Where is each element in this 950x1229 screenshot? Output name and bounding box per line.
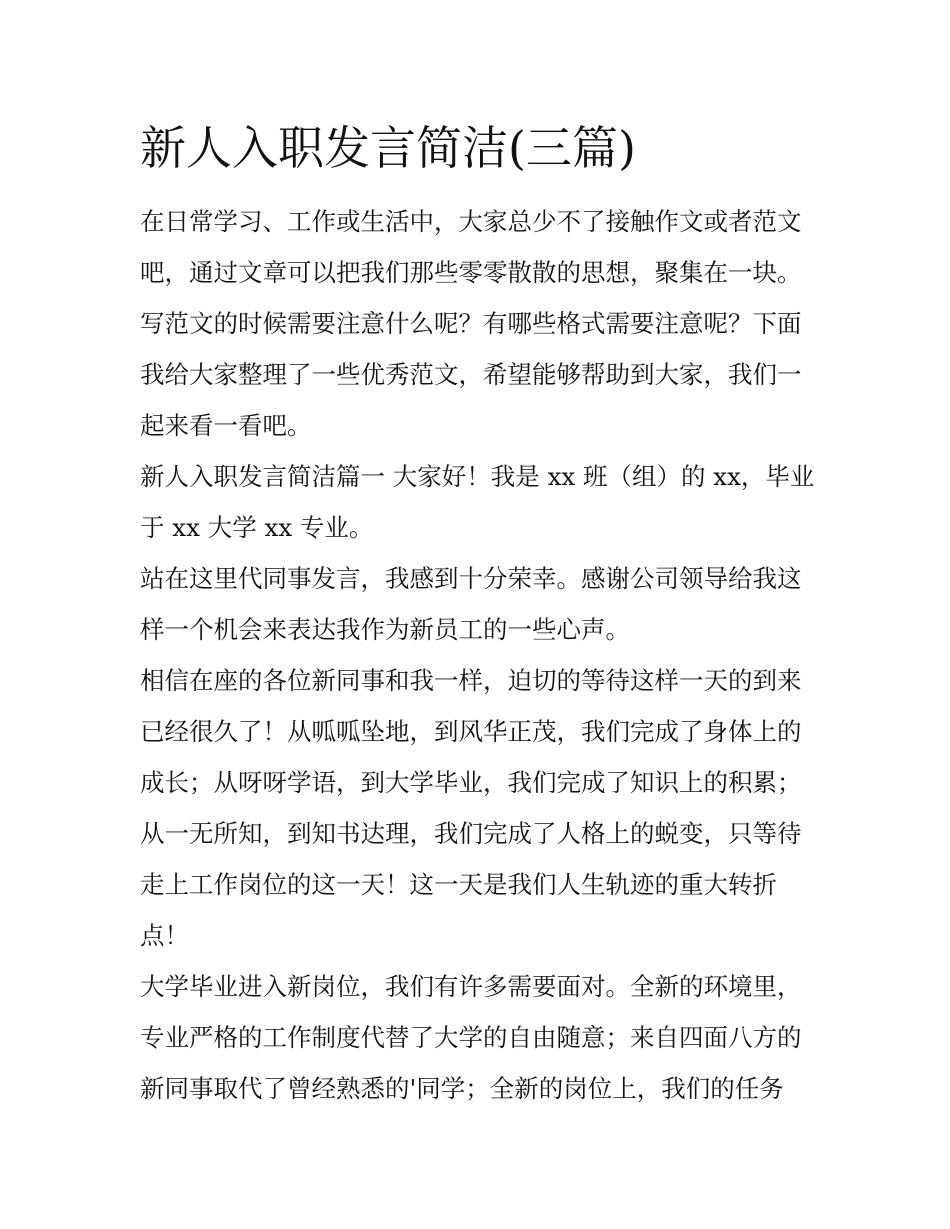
body-line: 已经很久了！从呱呱坠地，到风华正茂，我们完成了身体上的	[140, 717, 802, 746]
body-line: 大学毕业进入新岗位，我们有许多需要面对。全新的环境里，	[140, 972, 802, 1001]
body-line: 走上工作岗位的这一天！这一天是我们人生轨迹的重大转折	[140, 870, 777, 899]
body-line: 新人入职发言简洁篇一 大家好！我是 xx 班（组）的 xx，毕业	[140, 462, 815, 491]
body-line: 相信在座的各位新同事和我一样，迫切的等待这样一天的到来	[140, 666, 802, 695]
body-line: 新同事取代了曾经熟悉的'同学；全新的岗位上，我们的任务	[140, 1074, 784, 1103]
body-line: 站在这里代同事发言，我感到十分荣幸。感谢公司领导给我这	[140, 564, 802, 593]
body-line: 吧，通过文章可以把我们那些零零散散的思想，聚集在一块。	[140, 258, 802, 287]
body-line: 于 xx 大学 xx 专业。	[140, 513, 374, 542]
body-line: 起来看一看吧。	[140, 411, 312, 440]
body-line: 在日常学习、工作或生活中，大家总少不了接触作文或者范文	[140, 207, 802, 236]
body-line: 成长；从呀呀学语，到大学毕业，我们完成了知识上的积累；	[140, 768, 802, 797]
body-line: 样一个机会来表达我作为新员工的一些心声。	[140, 615, 630, 644]
body-line: 从一无所知，到知书达理，我们完成了人格上的蜕变，只等待	[140, 819, 802, 848]
body-line: 专业严格的工作制度代替了大学的自由随意；来自四面八方的	[140, 1023, 802, 1052]
body-line: 写范文的时候需要注意什么呢？有哪些格式需要注意呢？下面	[140, 309, 802, 338]
document-title: 新人入职发言简洁(三篇)	[140, 121, 636, 175]
body-line: 点！	[140, 921, 189, 950]
body-line: 我给大家整理了一些优秀范文，希望能够帮助到大家，我们一	[140, 360, 802, 389]
